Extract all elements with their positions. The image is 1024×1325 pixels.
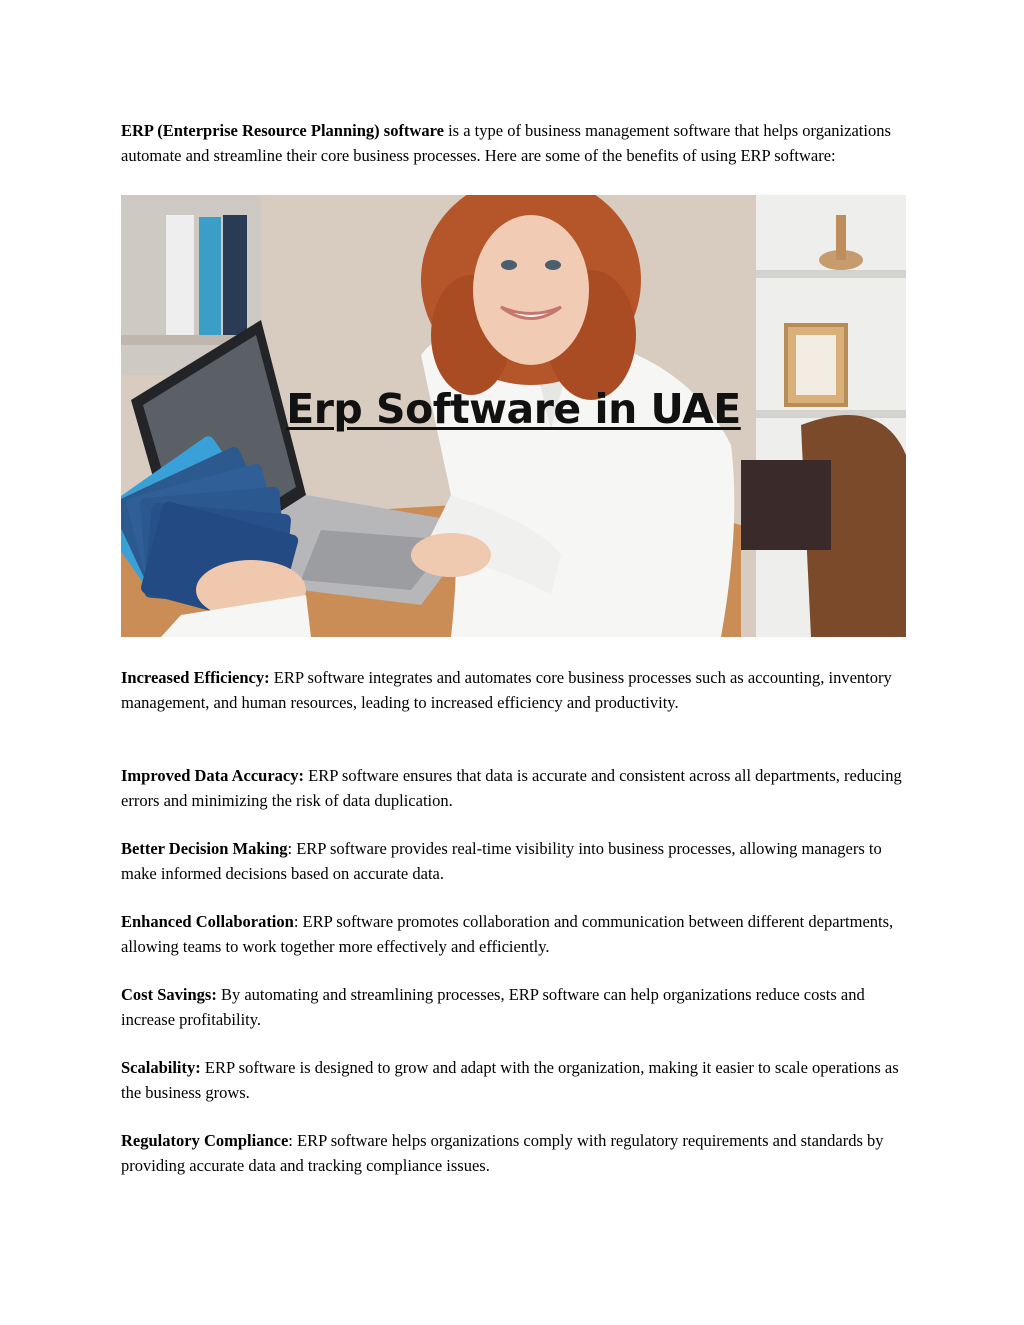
- hero-image: [121, 195, 906, 637]
- benefit-text: : ERP software promotes collaboration and communication between different departments, allowing teams to work together more effectively and efficiently.: [121, 912, 894, 956]
- benefit-increased-efficiency: [121, 666, 911, 715]
- benefit-scalability: [121, 1056, 911, 1105]
- benefit-regulatory-compliance: [121, 1129, 911, 1178]
- benefit-cost-savings: [121, 983, 911, 1032]
- benefit-better-decision-making: [121, 837, 911, 886]
- benefit-title: Cost Savings:: [121, 985, 217, 1004]
- intro-bold: ERP (Enterprise Resource Planning) software: [121, 121, 444, 140]
- benefit-text: : ERP software helps organizations comply with regulatory requirements and standards by providing accurate data and tracking compliance issues.: [121, 1131, 884, 1175]
- intro-text: is a type of business management software that helps organizations automate and streamline their core business processes. Here are some of the benefits of using ERP software:: [121, 121, 891, 165]
- benefit-title: Increased Efficiency:: [121, 668, 270, 687]
- benefit-text: ERP software ensures that data is accurate and consistent across all departments, reducing errors and minimizing the risk of data duplication.: [121, 766, 902, 810]
- intro-paragraph: [121, 119, 911, 168]
- hero-caption: Erp Software in UAE: [286, 385, 741, 433]
- benefit-title: Scalability:: [121, 1058, 201, 1077]
- benefit-title: Enhanced Collaboration: [121, 912, 294, 931]
- benefit-text: By automating and streamlining processes, ERP software can help organizations reduce costs and increase profitability.: [121, 985, 865, 1029]
- benefit-title: Better Decision Making: [121, 839, 288, 858]
- benefit-text: ERP software integrates and automates core business processes such as accounting, inventory management, and human resources, leading to increased efficiency and productivity.: [121, 668, 892, 712]
- benefit-text: : ERP software provides real-time visibility into business processes, allowing managers to make informed decisions based on accurate data.: [121, 839, 882, 883]
- benefit-text: ERP software is designed to grow and adapt with the organization, making it easier to scale operations as the business grows.: [121, 1058, 899, 1102]
- benefit-enhanced-collaboration: [121, 910, 911, 959]
- benefit-title: Improved Data Accuracy:: [121, 766, 304, 785]
- benefit-title: Regulatory Compliance: [121, 1131, 289, 1150]
- benefit-improved-data-accuracy: [121, 764, 911, 813]
